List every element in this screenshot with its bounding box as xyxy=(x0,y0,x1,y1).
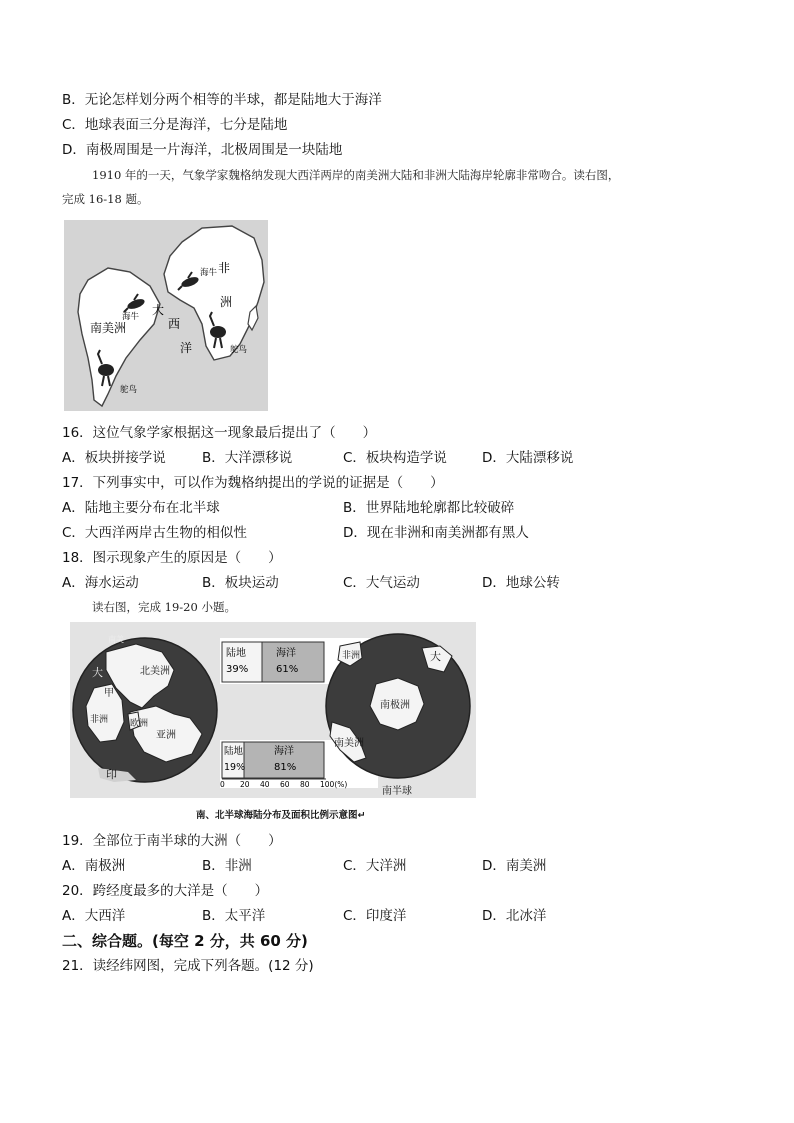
option-b-prev: B．无论怎样划分两个相等的半球，都是陆地大于海洋 xyxy=(62,92,382,108)
axis-tick: 20 xyxy=(240,780,250,789)
question-20-stem: 20．跨经度最多的大洋是（ ） xyxy=(62,883,269,899)
ocean-label-north-b: 印 xyxy=(106,768,117,781)
option-d-prev: D．南极周围是一片海洋，北极周围是一块陆地 xyxy=(62,142,343,158)
q18-option-d: D．地球公转 xyxy=(482,575,560,591)
ostrich-label: 鸵鸟 xyxy=(230,345,248,355)
south-ocean-label: 海洋 xyxy=(274,746,294,757)
ocean-label-north-c: 南美 xyxy=(108,635,124,644)
south-ocean-value: 81% xyxy=(274,762,297,773)
ocean-label-3: 洋 xyxy=(180,341,193,355)
africa-label-south: 非洲 xyxy=(342,651,361,661)
ocean-label-north-a: 大 xyxy=(92,666,103,679)
south-america-label-south: 南美洲 xyxy=(334,738,364,749)
africa-label-north: 非洲 xyxy=(90,715,109,725)
southern-hemisphere-globe xyxy=(326,634,470,778)
q17-option-a: A．陆地主要分布在北半球 xyxy=(62,500,220,516)
q20-option-c: C．印度洋 xyxy=(343,908,407,924)
ocean-label-1: 大 xyxy=(152,303,165,317)
oceania-label: 大 xyxy=(430,650,441,663)
q19-option-d: D．南美洲 xyxy=(482,858,547,874)
axis-tick: 100(%) xyxy=(320,780,348,789)
intro-paragraph-line2: 完成 16-18 题。 xyxy=(62,192,149,206)
north-ocean-value: 61% xyxy=(276,664,299,675)
axis-tick: 0 xyxy=(220,780,225,789)
africa-label-2: 洲 xyxy=(220,295,233,309)
option-c-prev: C．地球表面三分是海洋，七分是陆地 xyxy=(62,117,288,133)
south-america-label: 南美洲 xyxy=(90,321,127,335)
north-america-label: 北美洲 xyxy=(140,666,170,677)
q18-option-c: C．大气运动 xyxy=(343,575,420,591)
europe-label: 欧洲 xyxy=(130,719,149,729)
q17-option-d: D．现在非洲和南美洲都有黑人 xyxy=(343,525,529,541)
seal-label: 海牛 xyxy=(200,268,218,278)
q17-option-b: B．世界陆地轮廓都比较破碎 xyxy=(343,500,515,516)
ocean-label-2: 西 xyxy=(168,317,181,331)
section-2-heading: 二、综合题。(每空 2 分，共 60 分) xyxy=(62,932,308,950)
map-caption: 南、北半球海陆分布及面积比例示意图↵ xyxy=(196,810,366,821)
intro-19-20: 读右图，完成 19-20 小题。 xyxy=(92,600,236,614)
q19-option-b: B．非洲 xyxy=(202,858,252,874)
question-16-stem: 16．这位气象学家根据这一现象最后提出了（ ） xyxy=(62,425,377,441)
south-land-value: 19% xyxy=(224,762,246,773)
north-ocean-label: 海洋 xyxy=(276,648,296,659)
q19-option-a: A．南极洲 xyxy=(62,858,126,874)
jia-label: 甲 xyxy=(104,688,114,699)
intro-paragraph-line1: 1910 年的一天，气象学家魏格纳发现大西洋两岸的南美洲大陆和非洲大陆海岸轮廓非常吻合。读右图， xyxy=(92,168,620,182)
question-18-stem: 18．图示现象产生的原因是（ ） xyxy=(62,550,282,566)
south-land-label: 陆地 xyxy=(224,746,244,757)
asia-label: 亚洲 xyxy=(156,730,176,741)
north-land-value: 39% xyxy=(226,664,249,675)
ostrich-label: 鸵鸟 xyxy=(120,385,138,395)
q16-option-c: C．板块构造学说 xyxy=(343,450,447,466)
q17-option-c: C．大西洋两岸古生物的相似性 xyxy=(62,525,247,541)
q16-option-a: A．板块拼接学说 xyxy=(62,450,166,466)
axis-tick: 60 xyxy=(280,780,290,789)
question-21-stem: 21．读经纬网图，完成下列各题。(12 分) xyxy=(62,958,314,974)
q16-option-b: B．大洋漂移说 xyxy=(202,450,293,466)
q20-option-b: B．太平洋 xyxy=(202,908,266,924)
seal-label: 海牛 xyxy=(122,312,140,322)
q16-option-d: D．大陆漂移说 xyxy=(482,450,574,466)
southern-hemisphere-label: 南半球 xyxy=(382,786,412,797)
continent-fit-map xyxy=(64,220,268,411)
question-19-stem: 19．全部位于南半球的大洲（ ） xyxy=(62,833,282,849)
africa-label-1: 非 xyxy=(218,261,231,275)
q19-option-c: C．大洋洲 xyxy=(343,858,407,874)
axis-tick: 40 xyxy=(260,780,270,789)
q20-option-a: A．大西洋 xyxy=(62,908,126,924)
north-land-label: 陆地 xyxy=(226,648,246,659)
hemisphere-land-sea-map xyxy=(70,622,476,798)
q20-option-d: D．北冰洋 xyxy=(482,908,547,924)
q18-option-b: B．板块运动 xyxy=(202,575,279,591)
q18-option-a: A．海水运动 xyxy=(62,575,139,591)
antarctica-label: 南极洲 xyxy=(380,700,410,711)
axis-tick: 80 xyxy=(300,780,310,789)
question-17-stem: 17．下列事实中，可以作为魏格纳提出的学说的证据是（ ） xyxy=(62,475,444,491)
